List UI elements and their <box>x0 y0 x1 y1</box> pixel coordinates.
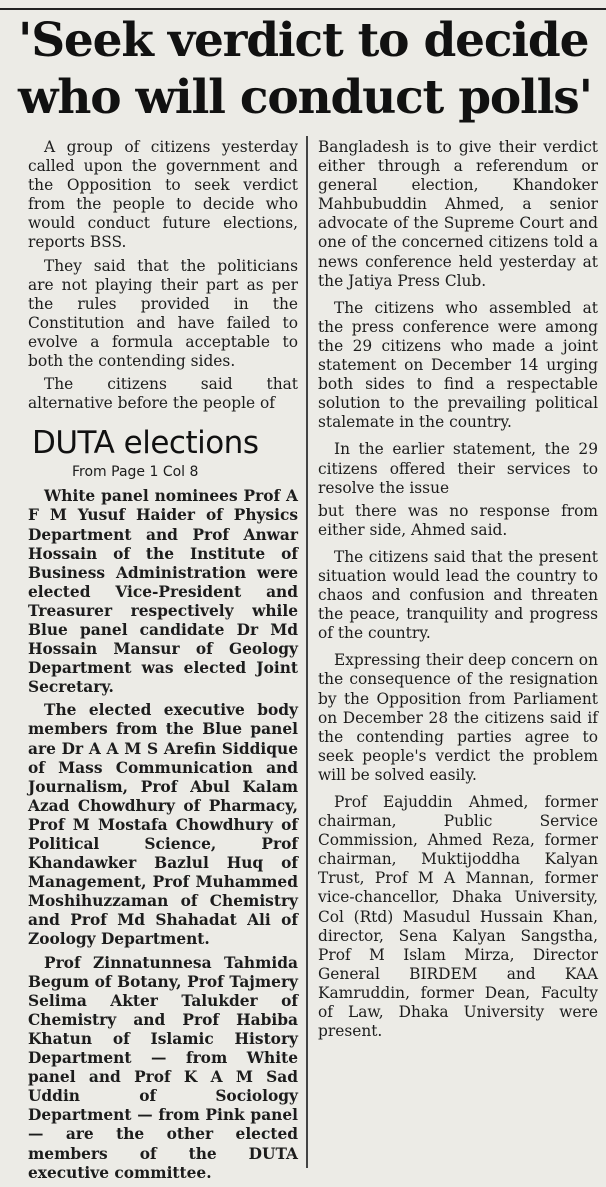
article-paragraph: A group of citizens yesterday called upon the government and the Opposition to seek verdict from the people to decide who would conduct future elections, reports BSS. <box>28 138 298 252</box>
jump-line: From Page 1 Col 8 <box>72 464 199 481</box>
headline-line-1: 'Seek verdict to decide <box>18 13 589 68</box>
article-paragraph: The citizens said that alternative before the people of <box>28 375 298 413</box>
article-paragraph: In the earlier statement, the 29 citizens offered their services to resolve the issue <box>318 440 598 497</box>
duta-body <box>28 487 298 1182</box>
column-divider <box>306 136 308 1168</box>
left-column <box>28 138 298 1187</box>
duta-subhead: DUTA elections <box>32 425 259 462</box>
headline <box>18 12 600 126</box>
duta-paragraph: White panel nominees Prof A F M Yusuf Haider of Physics Department and Prof Anwar Hossain of the Institute of Business Administration were elected Vice-President and Treasurer respectively while Blue panel candidate Dr Md Hossain Mansur of Geology Department was elected Joint Secretary. <box>28 487 298 697</box>
article-paragraph: but there was no response from either side, Ahmed said. <box>318 501 598 539</box>
article-paragraph: The citizens said that the present situation would lead the country to chaos and confusion and threaten the peace, tranquility and progress of the country. <box>318 547 598 643</box>
duta-paragraph: The elected executive body members from the Blue panel are Dr A A M S Arefin Siddique of Mass Communication and Journalism, Prof Abul Kalam Azad Chowdhury of Pharmacy, Prof M Mostafa Chowdhury of Political Science, Prof Khandawker Bazlul Huq of Management, Prof Muhammed Moshihuzzaman of Chemistry and Prof Md Shahadat Ali of Zoology Department. <box>28 701 298 949</box>
article-paragraph: The citizens who assembled at the press conference were among the 29 citizens who made a joint statement on December 14 urging both sides to find a respectable solution to the prevailing political stalemate in the country. <box>318 298 598 432</box>
right-column <box>318 138 598 1045</box>
article-paragraph: They said that the politicians are not playing their part as per the rules provided in the Constitution and have failed to evolve a formula acceptable to both the contending sides. <box>28 256 298 371</box>
article-paragraph: Expressing their deep concern on the consequence of the resignation by the Opposition from Parliament on December 28 the citizens said if the contending parties agree to seek people's verdict the problem will be solved easily. <box>318 651 598 784</box>
headline-line-2: who will conduct polls' <box>18 70 592 125</box>
duta-paragraph: Prof Zinnatunnesa Tahmida Begum of Botany, Prof Tajmery Selima Akter Talukder of Chemistry and Prof Habiba Khatun of Islamic History Department — from White panel and Prof K A M Sad Uddin of Sociology Department — from Pink panel — are the other elected members of the DUTA executive committee. <box>28 953 298 1182</box>
article-paragraph: Prof Eajuddin Ahmed, former chairman, Public Service Commission, Ahmed Reza, former chairman, Muktijoddha Kalyan Trust, Prof M A Mannan, former vice-chancellor, Dhaka University, Col (Rtd) Masudul Hussain Khan, director, Sena Kalyan Sangstha, Prof M Islam Mirza, Director General BIRDEM and KAA Kamruddin, former Dean, Faculty of Law, Dhaka University were present. <box>318 793 598 1041</box>
article-paragraph: Bangladesh is to give their verdict either through a referendum or general election, Khandoker Mahbubuddin Ahmed, a senior advocate of the Supreme Court and one of the concerned citizens told a news conference held yesterday at the Jatiya Press Club. <box>318 138 598 290</box>
top-rule <box>0 0 606 10</box>
